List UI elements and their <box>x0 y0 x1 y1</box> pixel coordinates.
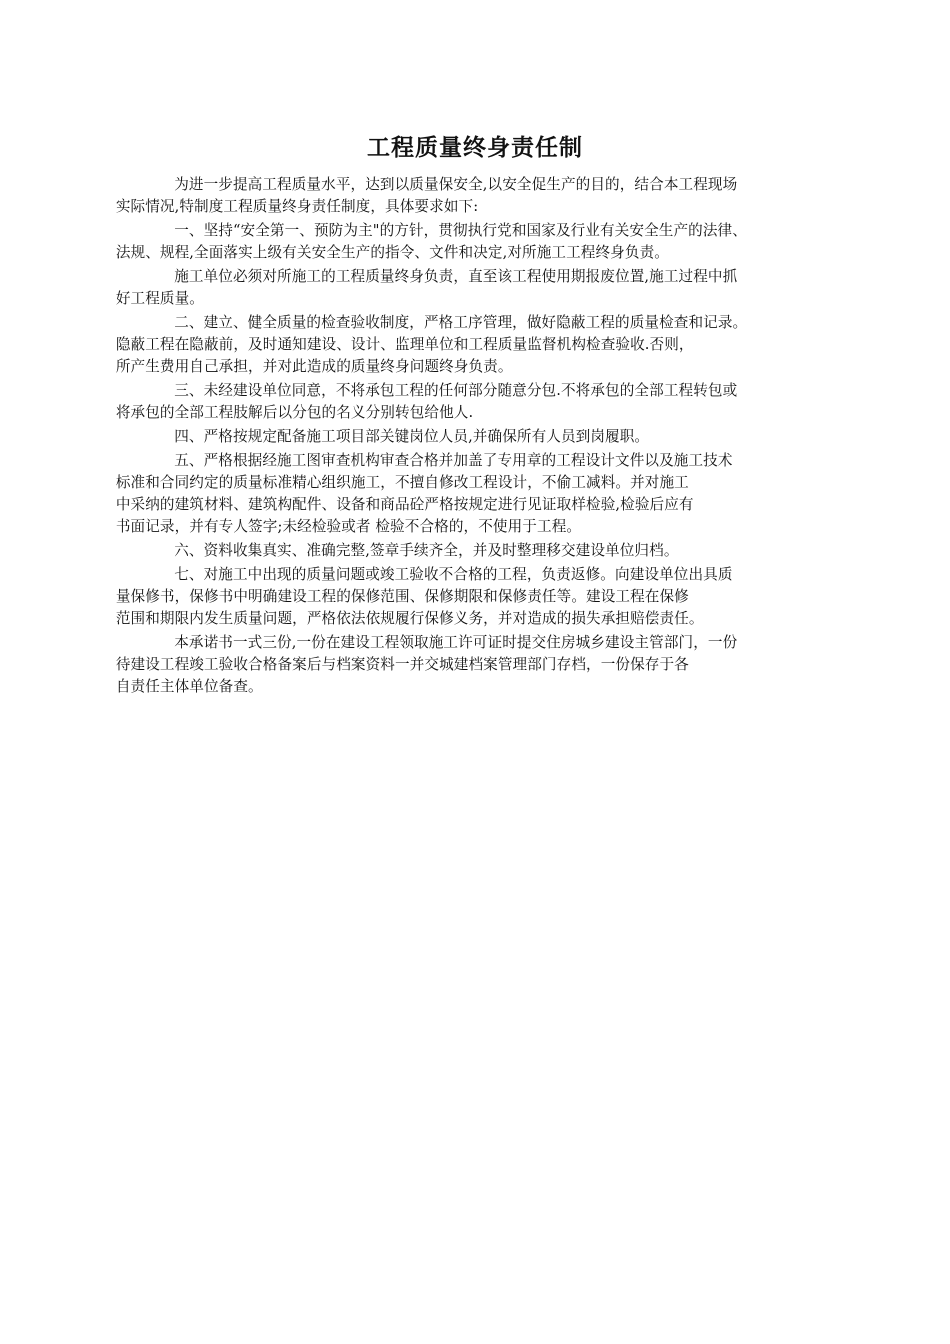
paragraph-item-1 <box>115 220 825 264</box>
text-line: 施工单位必须对所施工的工程质量终身负责，直至该工程使用期报废位置,施工过程中抓 <box>174 268 738 285</box>
text-line: 标准和合同约定的质量标准精心组织施工，不擅自修改工程设计，不偷工减料。并对施工 <box>115 474 689 491</box>
paragraph-contractor-responsibility <box>115 266 825 310</box>
text-line: 隐蔽工程在隐蔽前，及时通知建设、设计、监理单位和工程质量监督机构检查验收.否则， <box>115 336 694 353</box>
text-line: 本承诺书一式三份,一份在建设工程领取施工许可证时提交住房城乡建设主管部门，一份 <box>174 634 738 651</box>
text-line: 将承包的全部工程肢解后以分包的名义分别转包给他人. <box>115 404 474 421</box>
text-line: 二、建立、健全质量的检查验收制度，严格工序管理，做好隐蔽工程的质量检查和记录。 <box>174 314 748 331</box>
paragraph-item-3 <box>115 380 825 424</box>
paragraph-copies <box>115 632 825 698</box>
text-line: 五、严格根据经施工图审查机构审查合格并加盖了专用章的工程设计文件以及施工技术 <box>174 452 733 469</box>
text-line: 六、资料收集真实、准确完整,签章手续齐全，并及时整理移交建设单位归档。 <box>174 542 679 559</box>
text-line: 三、未经建设单位同意，不将承包工程的任何部分随意分包.不将承包的全部工程转包或 <box>174 382 738 399</box>
text-line: 所产生费用自己承担，并对此造成的质量终身问题终身负责。 <box>115 358 513 375</box>
text-line: 待建设工程竣工验收合格备案后与档案资料一并交城建档案管理部门存档，一份保存于各 <box>115 656 689 673</box>
text-line: 量保修书，保修书中明确建设工程的保修范围、保修期限和保修责任等。建设工程在保修 <box>115 588 689 605</box>
text-line: 实际情况,特制度工程质量终身责任制度，具体要求如下: <box>115 198 479 215</box>
paragraph-item-4 <box>145 426 825 448</box>
text-line: 中采纳的建筑材料、建筑构配件、设备和商品砼严格按规定进行见证取样检验,检验后应有 <box>115 496 694 513</box>
document-body <box>115 174 825 700</box>
paragraph-item-6 <box>145 540 825 562</box>
text-line: 好工程质量。 <box>115 290 204 307</box>
text-line: 法规、规程,全面落实上级有关安全生产的指令、文件和决定,对所施工工程终身负责。 <box>115 244 669 261</box>
text-line: 自责任主体单位备查。 <box>115 678 263 695</box>
paragraph-item-2 <box>115 312 825 378</box>
document-title: 工程质量终身责任制 <box>367 135 583 161</box>
text-line: 四、严格按规定配备施工项目部关键岗位人员,并确保所有人员到岗履职。 <box>174 428 650 445</box>
text-line: 为进一步提高工程质量水平，达到以质量保安全,以安全促生产的目的，结合本工程现场 <box>174 176 738 193</box>
text-line: 书面记录，并有专人签字;未经检验或者 检验不合格的，不使用于工程。 <box>115 518 582 535</box>
paragraph-item-5 <box>115 450 825 538</box>
text-line: 范围和期限内发生质量问题，严格依法依规履行保修义务，并对造成的损失承担赔偿责任。 <box>115 610 704 627</box>
text-line: 一、坚持“安全第一、预防为主"的方针，贯彻执行党和国家及行业有关安全生产的法律、 <box>174 222 747 239</box>
paragraph-item-7 <box>115 564 825 630</box>
text-line: 七、对施工中出现的质量问题或竣工验收不合格的工程，负责返修。向建设单位出具质 <box>174 566 733 583</box>
paragraph-intro <box>115 174 825 218</box>
